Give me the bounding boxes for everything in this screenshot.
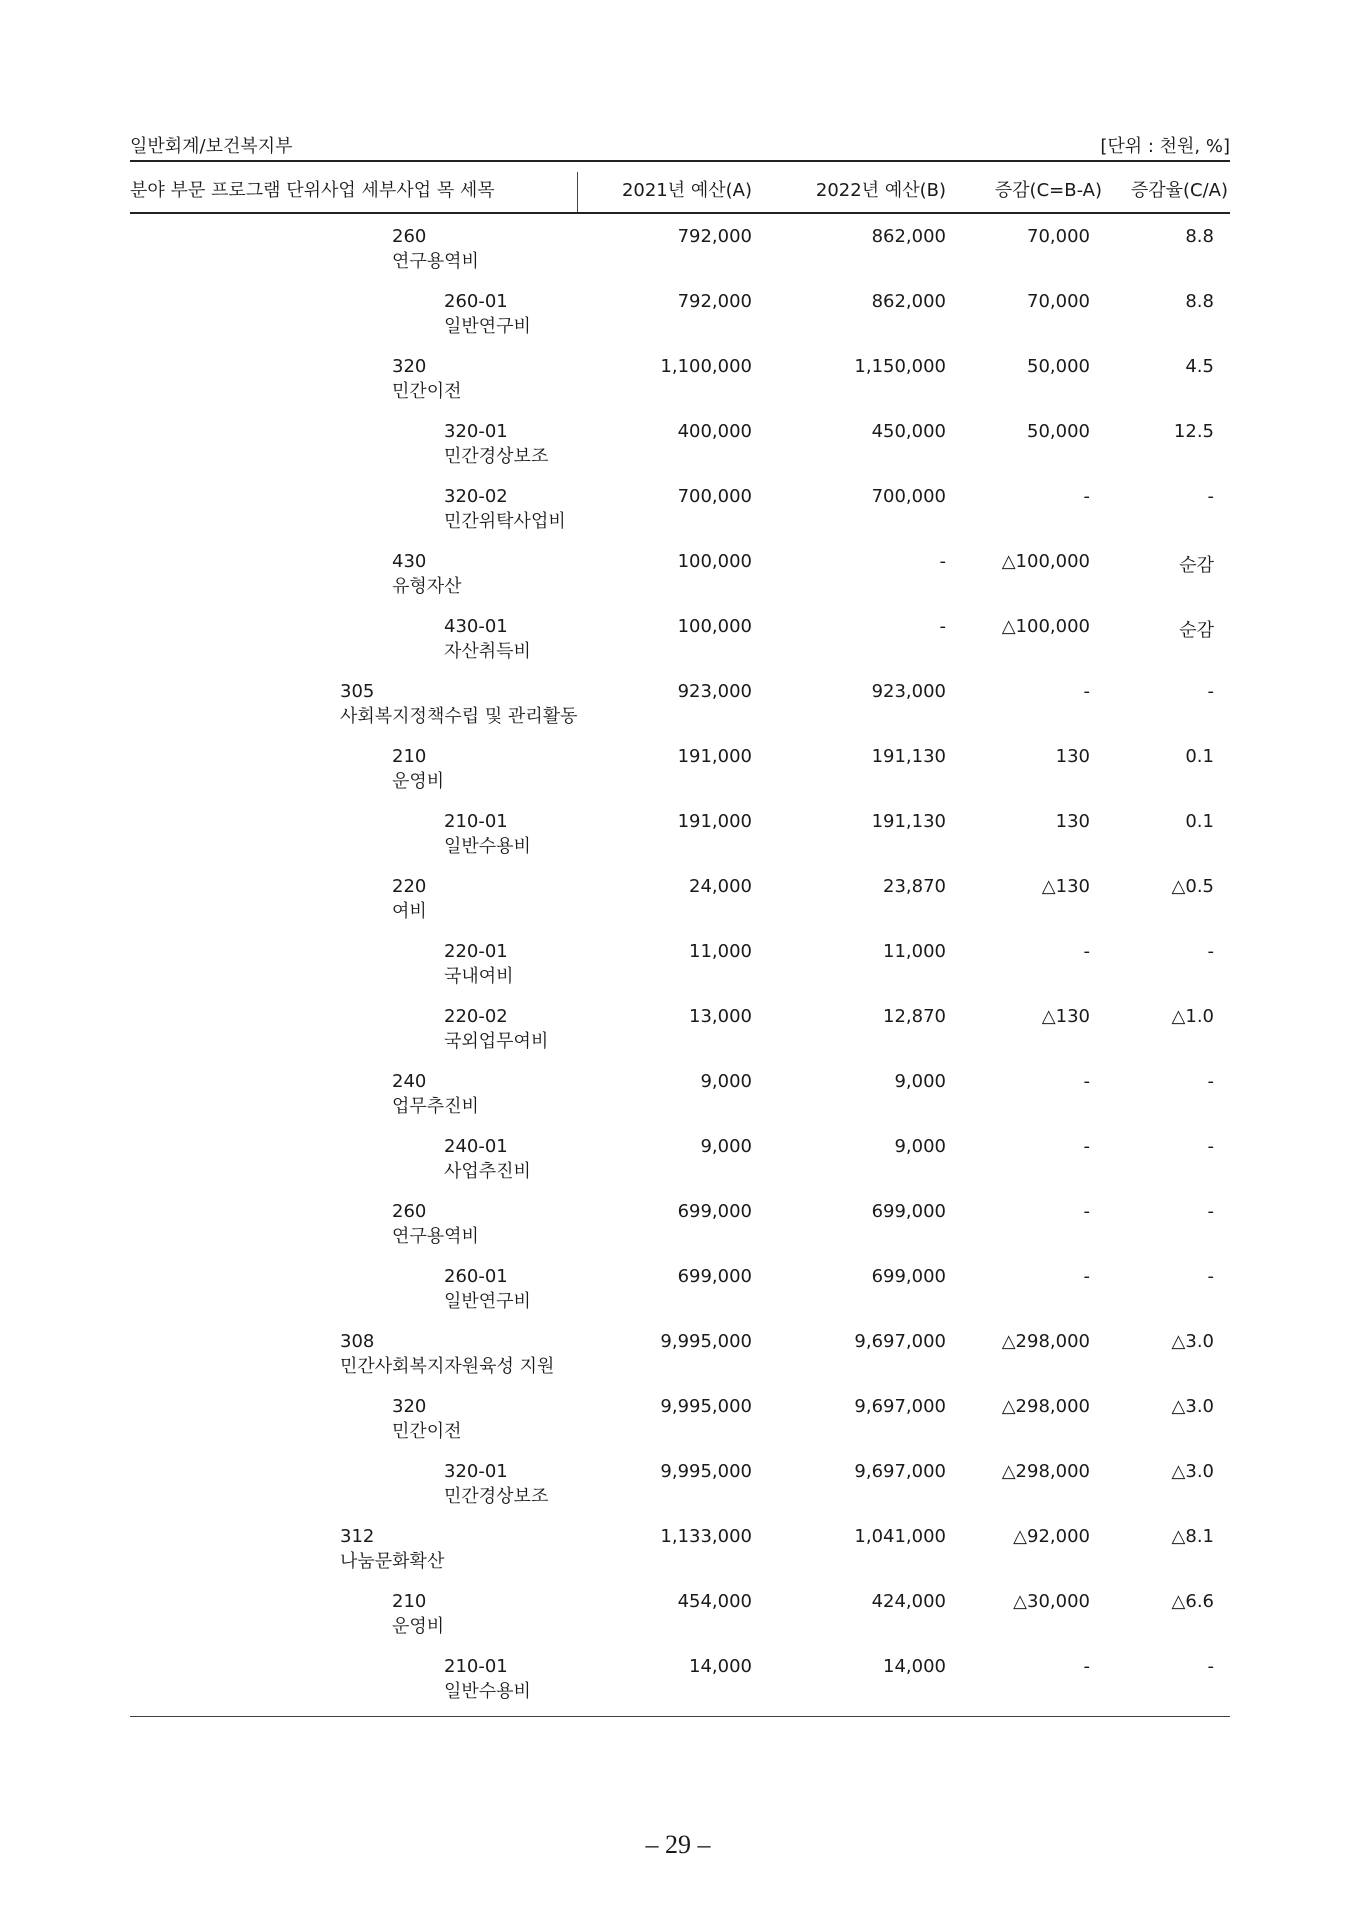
table-row	[130, 1197, 1230, 1262]
row-budget-2022: 923,000	[871, 681, 946, 702]
row-rate: △3.0	[1171, 1396, 1214, 1417]
row-change: -	[1083, 486, 1090, 507]
table-row	[130, 937, 1230, 1002]
row-name: 민간경상보조	[444, 446, 549, 467]
row-budget-2021: 9,995,000	[660, 1331, 752, 1352]
table-row	[130, 222, 1230, 287]
row-rate: 12.5	[1173, 421, 1214, 442]
table-row	[130, 1132, 1230, 1197]
row-rate: 순감	[1179, 620, 1214, 641]
row-budget-2022: 14,000	[883, 1656, 946, 1677]
row-rate: -	[1207, 486, 1214, 507]
row-budget-2021: 699,000	[677, 1266, 752, 1287]
row-name: 운영비	[392, 771, 445, 792]
table-row	[130, 1457, 1230, 1522]
table-row	[130, 872, 1230, 937]
row-change: -	[1083, 681, 1090, 702]
row-name: 민간위탁사업비	[444, 511, 566, 532]
row-rate: △3.0	[1171, 1331, 1214, 1352]
table-row	[130, 1067, 1230, 1132]
table-row	[130, 287, 1230, 352]
row-code: 430	[392, 551, 427, 572]
row-budget-2021: 13,000	[689, 1006, 752, 1027]
row-name: 자산취득비	[444, 641, 531, 662]
table-bottom-rule	[130, 1716, 1230, 1717]
row-rate: -	[1207, 681, 1214, 702]
table-row	[130, 547, 1230, 612]
row-budget-2022: 1,041,000	[854, 1526, 946, 1547]
row-budget-2021: 923,000	[677, 681, 752, 702]
row-rate: -	[1207, 1656, 1214, 1677]
table-row	[130, 807, 1230, 872]
row-name: 민간사회복지자원육성 지원	[340, 1356, 555, 1377]
row-change: △30,000	[1013, 1591, 1090, 1612]
row-change: △130	[1041, 1006, 1090, 1027]
row-budget-2022: 862,000	[871, 226, 946, 247]
row-change: △100,000	[1001, 616, 1090, 637]
table-row	[130, 352, 1230, 417]
row-budget-2021: 9,995,000	[660, 1461, 752, 1482]
row-code: 220	[392, 876, 427, 897]
header-hierarchy: 분야 부문 프로그램 단위사업 세부사업 목 세목	[130, 180, 495, 201]
row-code: 220-01	[444, 941, 508, 962]
row-name: 여비	[392, 901, 427, 922]
header-budget-2022: 2022년 예산(B)	[815, 180, 946, 201]
row-change: 50,000	[1027, 421, 1090, 442]
row-budget-2021: 100,000	[677, 551, 752, 572]
table-row	[130, 742, 1230, 807]
row-rate: 4.5	[1185, 356, 1214, 377]
row-code: 308	[340, 1331, 375, 1352]
row-rate: -	[1207, 1201, 1214, 1222]
row-name: 국외업무여비	[444, 1031, 549, 1052]
row-code: 320	[392, 1396, 427, 1417]
row-code: 210	[392, 746, 427, 767]
row-budget-2021: 1,100,000	[660, 356, 752, 377]
table-row	[130, 482, 1230, 547]
row-budget-2022: -	[939, 616, 946, 637]
row-budget-2021: 400,000	[677, 421, 752, 442]
row-code: 260	[392, 226, 427, 247]
row-code: 430-01	[444, 616, 508, 637]
table-row	[130, 1002, 1230, 1067]
row-budget-2022: 9,000	[894, 1136, 946, 1157]
row-change: 50,000	[1027, 356, 1090, 377]
row-name: 사회복지정책수립 및 관리활동	[340, 706, 578, 727]
row-rate: △3.0	[1171, 1461, 1214, 1482]
header-rate: 증감율(C/A)	[1130, 180, 1228, 201]
row-code: 210-01	[444, 1656, 508, 1677]
row-change: △92,000	[1013, 1526, 1090, 1547]
row-code: 240-01	[444, 1136, 508, 1157]
row-budget-2022: 424,000	[871, 1591, 946, 1612]
header-budget-2021: 2021년 예산(A)	[621, 180, 752, 201]
row-budget-2022: 11,000	[883, 941, 946, 962]
row-change: -	[1083, 1266, 1090, 1287]
row-rate: 0.1	[1185, 746, 1214, 767]
row-budget-2022: 12,870	[883, 1006, 946, 1027]
table-row	[130, 1392, 1230, 1457]
row-budget-2022: 9,697,000	[854, 1331, 946, 1352]
row-name: 연구용역비	[392, 251, 479, 272]
row-rate: 0.1	[1185, 811, 1214, 832]
table-header	[130, 176, 1230, 212]
row-rate: 8.8	[1185, 226, 1214, 247]
row-code: 312	[340, 1526, 375, 1547]
row-budget-2021: 792,000	[677, 226, 752, 247]
row-name: 연구용역비	[392, 1226, 479, 1247]
row-budget-2022: 699,000	[871, 1266, 946, 1287]
row-change: 130	[1055, 811, 1090, 832]
row-budget-2022: 9,697,000	[854, 1461, 946, 1482]
row-budget-2022: 191,130	[871, 811, 946, 832]
row-budget-2021: 699,000	[677, 1201, 752, 1222]
row-name: 유형자산	[392, 576, 462, 597]
header-change: 증감(C=B-A)	[994, 180, 1102, 201]
row-budget-2021: 1,133,000	[660, 1526, 752, 1547]
row-change: 130	[1055, 746, 1090, 767]
row-name: 일반수용비	[444, 836, 531, 857]
row-budget-2021: 792,000	[677, 291, 752, 312]
page-number: – 29 –	[645, 1830, 711, 1859]
row-rate: △8.1	[1171, 1526, 1214, 1547]
table-caption	[130, 132, 1230, 157]
row-code: 260-01	[444, 291, 508, 312]
row-budget-2021: 9,000	[700, 1136, 752, 1157]
row-code: 305	[340, 681, 375, 702]
table-row	[130, 677, 1230, 742]
unit-label: [단위 : 천원, %]	[1100, 136, 1230, 157]
row-budget-2022: 862,000	[871, 291, 946, 312]
row-change: 70,000	[1027, 291, 1090, 312]
row-change: -	[1083, 1656, 1090, 1677]
table-row	[130, 1262, 1230, 1327]
row-budget-2021: 24,000	[689, 876, 752, 897]
table-row	[130, 1327, 1230, 1392]
row-rate: △6.6	[1171, 1591, 1214, 1612]
row-rate: △0.5	[1171, 876, 1214, 897]
row-name: 민간이전	[392, 381, 462, 402]
row-change: △298,000	[1001, 1461, 1090, 1482]
row-budget-2021: 700,000	[677, 486, 752, 507]
row-code: 260	[392, 1201, 427, 1222]
row-change: -	[1083, 941, 1090, 962]
row-budget-2022: 9,000	[894, 1071, 946, 1092]
table-row	[130, 1522, 1230, 1587]
row-budget-2021: 9,995,000	[660, 1396, 752, 1417]
row-rate: -	[1207, 1071, 1214, 1092]
row-change: △130	[1041, 876, 1090, 897]
row-budget-2022: 700,000	[871, 486, 946, 507]
header-top-rule	[130, 160, 1230, 162]
row-name: 민간이전	[392, 1421, 462, 1442]
row-rate: △1.0	[1171, 1006, 1214, 1027]
account-title: 일반회계/보건복지부	[130, 136, 293, 157]
row-name: 일반연구비	[444, 316, 531, 337]
row-change: 70,000	[1027, 226, 1090, 247]
row-name: 민간경상보조	[444, 1486, 549, 1507]
row-budget-2022: 699,000	[871, 1201, 946, 1222]
row-name: 일반연구비	[444, 1291, 531, 1312]
row-budget-2021: 11,000	[689, 941, 752, 962]
table-row	[130, 612, 1230, 677]
row-budget-2021: 454,000	[677, 1591, 752, 1612]
table-row	[130, 1587, 1230, 1652]
row-code: 320-02	[444, 486, 508, 507]
row-rate: -	[1207, 1136, 1214, 1157]
row-budget-2022: 9,697,000	[854, 1396, 946, 1417]
row-budget-2021: 191,000	[677, 811, 752, 832]
table-row	[130, 417, 1230, 482]
row-code: 210	[392, 1591, 427, 1612]
table-row	[130, 1652, 1230, 1717]
row-change: -	[1083, 1201, 1090, 1222]
row-name: 운영비	[392, 1616, 445, 1637]
row-code: 260-01	[444, 1266, 508, 1287]
row-change: △298,000	[1001, 1396, 1090, 1417]
row-budget-2021: 14,000	[689, 1656, 752, 1677]
row-change: △298,000	[1001, 1331, 1090, 1352]
row-name: 사업추진비	[444, 1161, 531, 1182]
row-budget-2022: 1,150,000	[854, 356, 946, 377]
row-name: 국내여비	[444, 966, 514, 987]
table-body	[130, 222, 1230, 1717]
row-change: △100,000	[1001, 551, 1090, 572]
row-code: 320-01	[444, 1461, 508, 1482]
row-code: 210-01	[444, 811, 508, 832]
row-budget-2021: 191,000	[677, 746, 752, 767]
row-rate: -	[1207, 941, 1214, 962]
header-bottom-rule	[130, 212, 1230, 214]
row-budget-2022: 450,000	[871, 421, 946, 442]
row-name: 나눔문화확산	[340, 1551, 445, 1572]
row-code: 320-01	[444, 421, 508, 442]
row-name: 업무추진비	[392, 1096, 479, 1117]
row-rate: 순감	[1179, 555, 1214, 576]
row-name: 일반수용비	[444, 1681, 531, 1702]
row-budget-2022: 23,870	[883, 876, 946, 897]
row-budget-2021: 9,000	[700, 1071, 752, 1092]
row-code: 240	[392, 1071, 427, 1092]
row-code: 220-02	[444, 1006, 508, 1027]
row-change: -	[1083, 1136, 1090, 1157]
row-budget-2022: 191,130	[871, 746, 946, 767]
row-rate: -	[1207, 1266, 1214, 1287]
row-rate: 8.8	[1185, 291, 1214, 312]
row-budget-2021: 100,000	[677, 616, 752, 637]
row-budget-2022: -	[939, 551, 946, 572]
row-code: 320	[392, 356, 427, 377]
row-change: -	[1083, 1071, 1090, 1092]
